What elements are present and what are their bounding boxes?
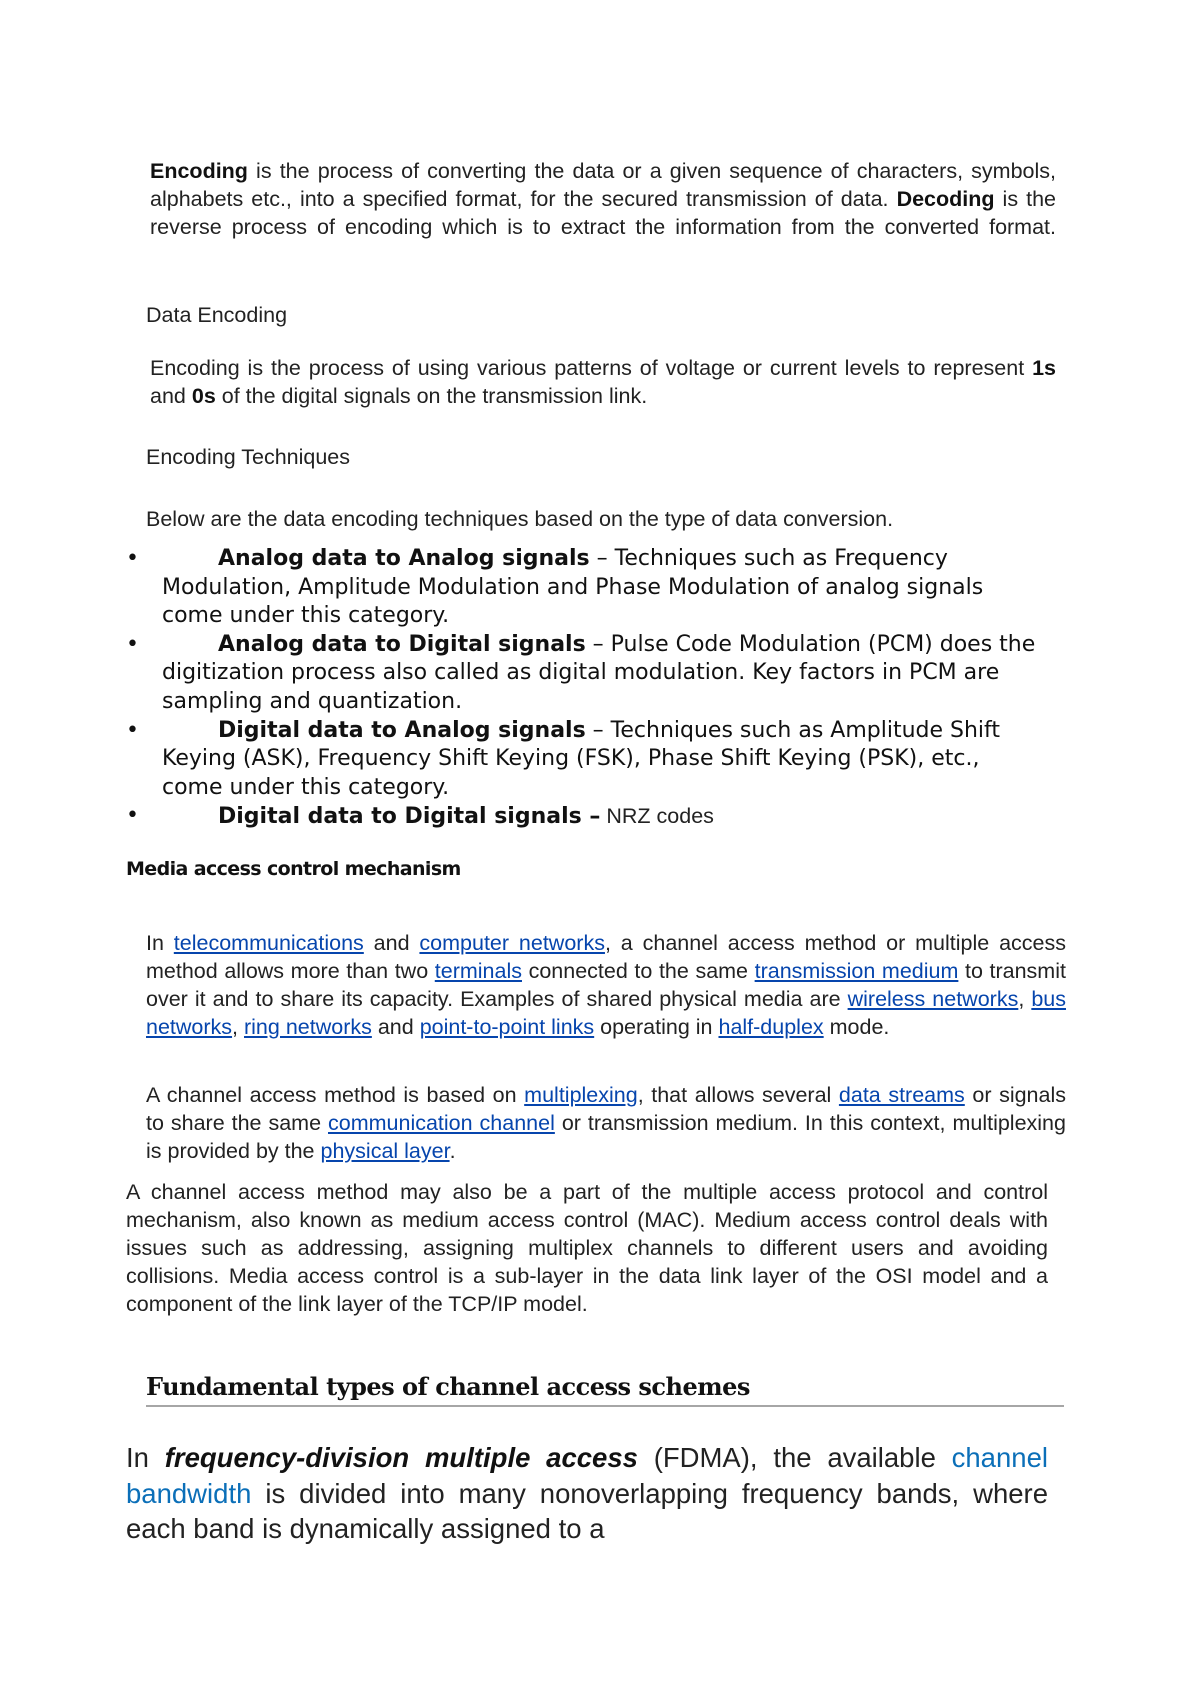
intro-text-2: is the reverse process of encoding which is to extract the information from the converted format. [150, 187, 1056, 239]
intro-paragraph [150, 157, 1056, 241]
multiplexing-link[interactable]: multiplexing [524, 1083, 638, 1107]
mac-paragraph-3: A channel access method may also be a part of the multiple access protocol and control mechanism, also known as medium access control (MAC). Medium access control deals with issues such as addressing, assigning multiplex channels to different users and avoiding collisions. Media access control is a sub-layer in the data link layer of the OSI model and a component of the link layer of the TCP/IP model. [126, 1180, 1048, 1316]
fundamental-heading: Fundamental types of channel access schemes [146, 1372, 1064, 1407]
data-encoding-paragraph [150, 354, 1056, 410]
fdma-paragraph: In frequency-division multiple access (FDMA), the available channel bandwidth is divided into many nonoverlapping frequency bands, where each band is dynamically assigned to a [126, 1442, 1048, 1544]
zeros-term: 0s [191, 384, 216, 408]
computer-networks-link[interactable]: computer networks [419, 931, 605, 955]
technique-term: Analog data to Digital signals [218, 631, 586, 657]
bullet-icon: • [126, 717, 139, 743]
transmission-medium-link[interactable]: transmission medium [754, 959, 959, 983]
channel-bandwidth-link[interactable]: channel bandwidth [126, 1442, 1048, 1509]
encoding-techniques-heading: Encoding Techniques [146, 445, 351, 469]
data-encoding-text-1: Encoding is the process of using various patterns of voltage or current levels to represent [150, 356, 1033, 380]
telecommunications-link[interactable]: telecommunications [173, 931, 364, 955]
point-to-point-links-link[interactable]: point-to-point links [419, 1015, 595, 1039]
bus-networks-link[interactable]: bus networks [146, 987, 1066, 1039]
data-streams-link[interactable]: data streams [838, 1083, 965, 1107]
data-encoding-text-2: of the digital signals on the transmission link. [215, 384, 648, 408]
technique-term: Analog data to Analog signals [218, 546, 590, 571]
technique-desc: – Pulse Code Modulation (PCM) does the digitization process also called as digital modulation. Key factors in PCM are sampling and quantization. [162, 631, 1036, 714]
list-item [126, 717, 1046, 803]
technique-term: Digital data to Digital signals – [218, 804, 601, 830]
intro-text-1: is the process of converting the data or a given sequence of characters, symbols, alphabets etc., into a specified format, for the secured transmission of data. [150, 159, 1056, 211]
and-text: and [150, 384, 192, 408]
terminals-link[interactable]: terminals [434, 959, 522, 983]
data-encoding-heading: Data Encoding [146, 303, 288, 327]
list-item [126, 545, 1046, 631]
list-item [126, 631, 1046, 717]
encoding-term: Encoding [150, 159, 248, 183]
list-item [126, 802, 1046, 832]
bullet-icon: • [126, 803, 139, 829]
communication-channel-link[interactable]: communication channel [328, 1111, 555, 1135]
decoding-term: Decoding [896, 187, 995, 211]
mac-paragraph-2: A channel access method is based on multiplexing, that allows several data streams or signals to share the same communication channel or transmission medium. In this context, multiplexing is provided by the physical layer. [146, 1083, 1066, 1163]
bullet-icon: • [126, 631, 139, 657]
technique-term: Digital data to Analog signals [218, 717, 586, 743]
half-duplex-link[interactable]: half-duplex [718, 1015, 824, 1039]
wireless-networks-link[interactable]: wireless networks [847, 987, 1019, 1011]
mac-paragraph-1: In telecommunications and computer networks, a channel access method or multiple access method allows more than two terminals connected to the same transmission medium to transmit over it and to share its capacity. Examples of shared physical media are wireless networks, bus networks, ring networks and point-to-point links operating in half-duplex mode. [146, 931, 1066, 1039]
ring-networks-link[interactable]: ring networks [244, 1015, 372, 1039]
techniques-list [126, 545, 1046, 832]
technique-desc: – Techniques such as Amplitude Shift Keying (ASK), Frequency Shift Keying (FSK), Phase Shift Keying (PSK), etc., come under this category. [162, 717, 1001, 800]
bullet-icon: • [126, 546, 139, 571]
technique-desc: – Techniques such as Frequency Modulation, Amplitude Modulation and Phase Modulation of analog signals come under this category. [162, 546, 984, 629]
technique-desc: NRZ codes [600, 804, 714, 829]
mac-heading: Media access control mechanism [126, 858, 461, 880]
techniques-intro: Below are the data encoding techniques based on the type of data conversion. [146, 507, 894, 531]
fdma-term: frequency-division multiple access [164, 1442, 638, 1473]
ones-term: 1s [1032, 356, 1056, 380]
physical-layer-link[interactable]: physical layer [320, 1139, 450, 1163]
